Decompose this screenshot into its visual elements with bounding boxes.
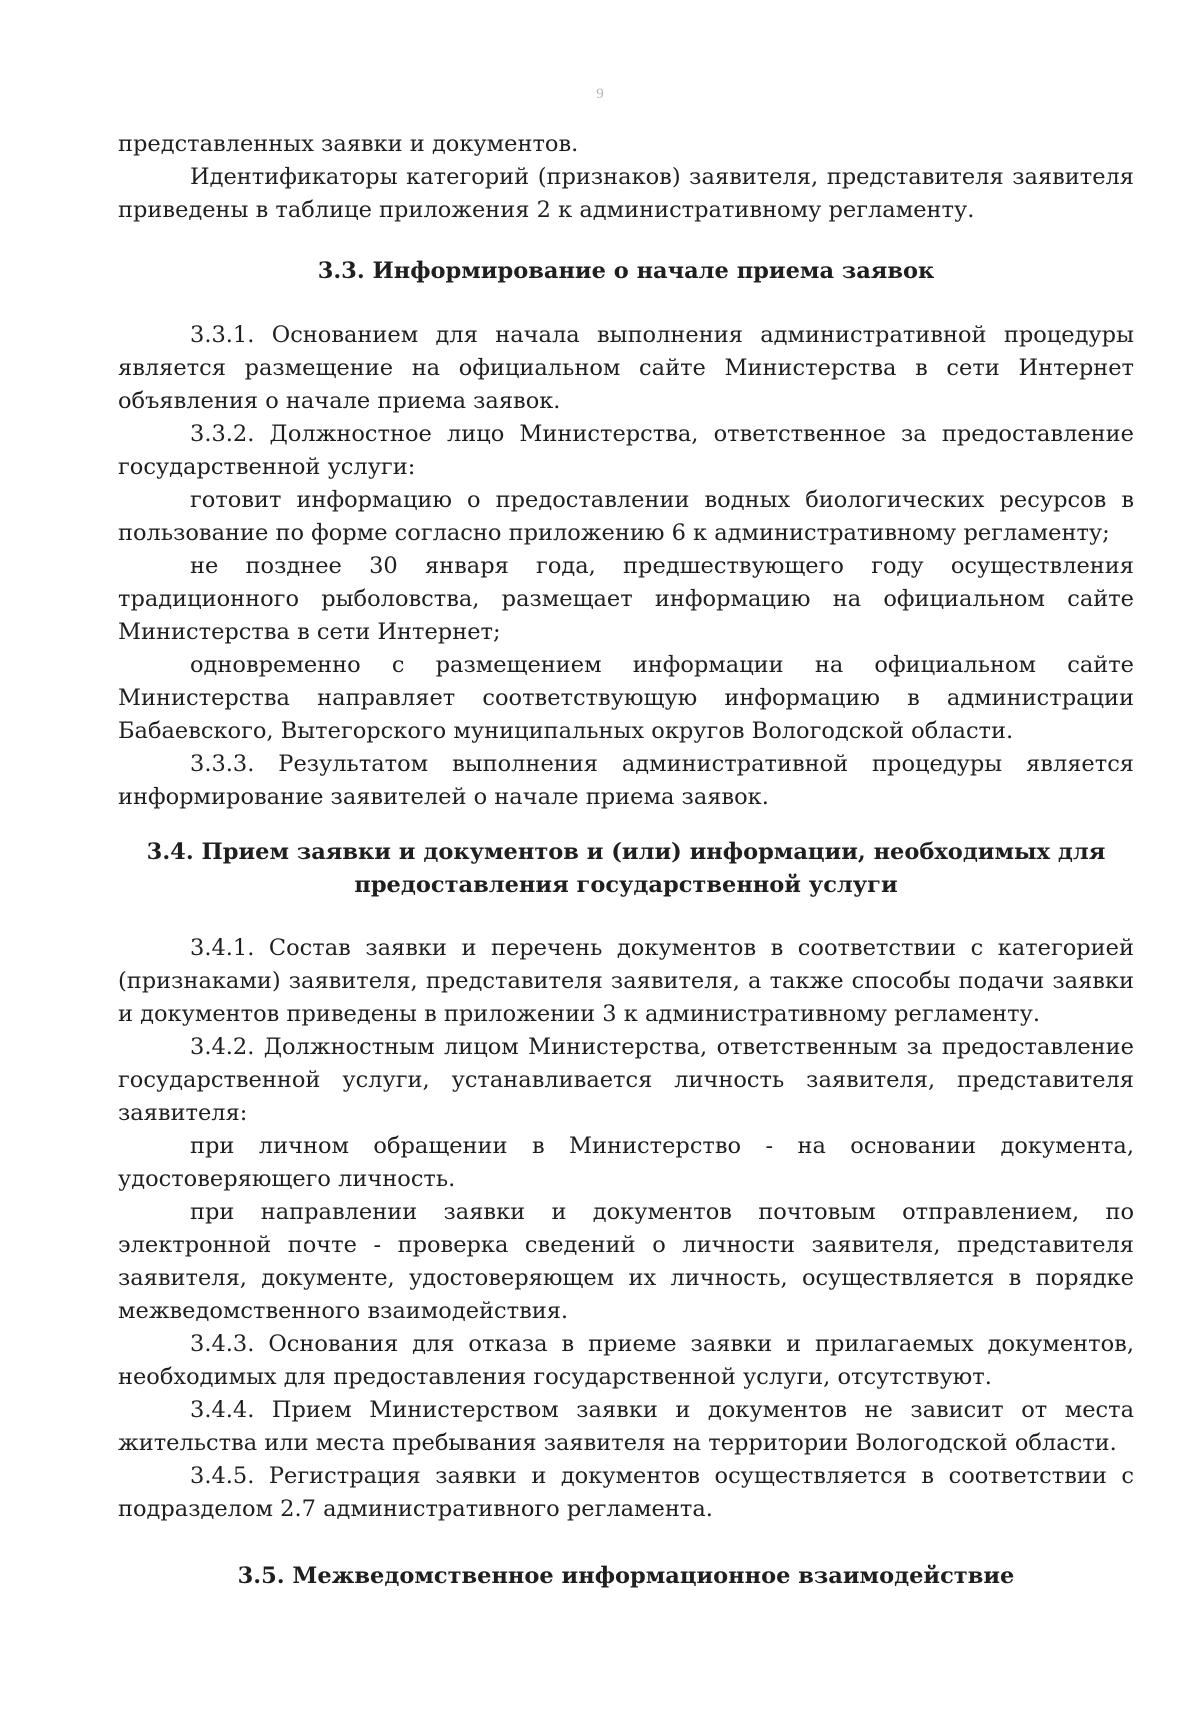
paragraph-continuation: представленных заявки и документов. [118,131,579,157]
paragraph-3-4-2: 3.4.2. Должностным лицом Министерства, ответственным за предоставление государственной услуги, устанавливается личность заявителя, представителя заявителя: [118,1034,1134,1126]
paragraph-identifiers: Идентификаторы категорий (признаков) заявителя, представителя заявителя приведены в таблице приложения 2 к административному регламенту. [118,164,1134,223]
paragraph-3-4-2-item-2: при направлении заявки и документов почтовым отправлением, по электронной почте - проверка сведений о личности заявителя, представителя заявителя, документе, удостоверяющем их личность, осуществляется в порядке межведомственного взаимодействия. [118,1199,1134,1324]
document-body [118,128,1134,1593]
section-heading-3-5: 3.5. Межведомственное информационное взаимодействие [237,1563,1015,1589]
section-heading-3-3: 3.3. Информирование о начале приема заявок [317,258,935,284]
paragraph-3-4-1: 3.4.1. Состав заявки и перечень документов в соответствии с категорией (признаками) заявителя, представителя заявителя, а также способы подачи заявки и документов приведены в приложении 3 к административному регламенту. [118,935,1134,1027]
paragraph-3-3-2-item-2: не позднее 30 января года, предшествующего году осуществления традиционного рыболовства, размещает информацию на официальном сайте Министерства в сети Интернет; [118,553,1134,645]
paragraph-3-4-4: 3.4.4. Прием Министерством заявки и документов не зависит от места жительства или места пребывания заявителя на территории Вологодской области. [118,1397,1134,1456]
paragraph-3-4-5: 3.4.5. Регистрация заявки и документов осуществляется в соответствии с подразделом 2.7 административного регламента. [118,1463,1134,1522]
page-number: 9 [596,86,604,102]
paragraph-3-4-2-item-1: при личном обращении в Министерство - на основании документа, удостоверяющего личность. [118,1133,1134,1192]
paragraph-3-4-3: 3.4.3. Основания для отказа в приеме заявки и прилагаемых документов, необходимых для предоставления государственной услуги, отсутствуют. [118,1331,1134,1390]
paragraph-3-3-2-item-1: готовит информацию о предоставлении водных биологических ресурсов в пользование по форме согласно приложению 6 к административному регламенту; [118,487,1134,546]
paragraph-3-3-2-item-3: одновременно с размещением информации на официальном сайте Министерства направляет соответствующую информацию в администрации Бабаевского, Вытегорского муниципальных округов Вологодской области. [118,652,1134,744]
paragraph-3-3-2: 3.3.2. Должностное лицо Министерства, ответственное за предоставление государственной услуги: [118,421,1134,480]
paragraph-3-3-3: 3.3.3. Результатом выполнения административной процедуры является информирование заявителей о начале приема заявок. [118,751,1134,810]
section-heading-3-4: 3.4. Прием заявки и документов и (или) информации, необходимых для предоставления государственной услуги [146,839,1106,898]
paragraph-3-3-1: 3.3.1. Основанием для начала выполнения административной процедуры является размещение на официальном сайте Министерства в сети Интернет объявления о начале приема заявок. [118,322,1134,414]
